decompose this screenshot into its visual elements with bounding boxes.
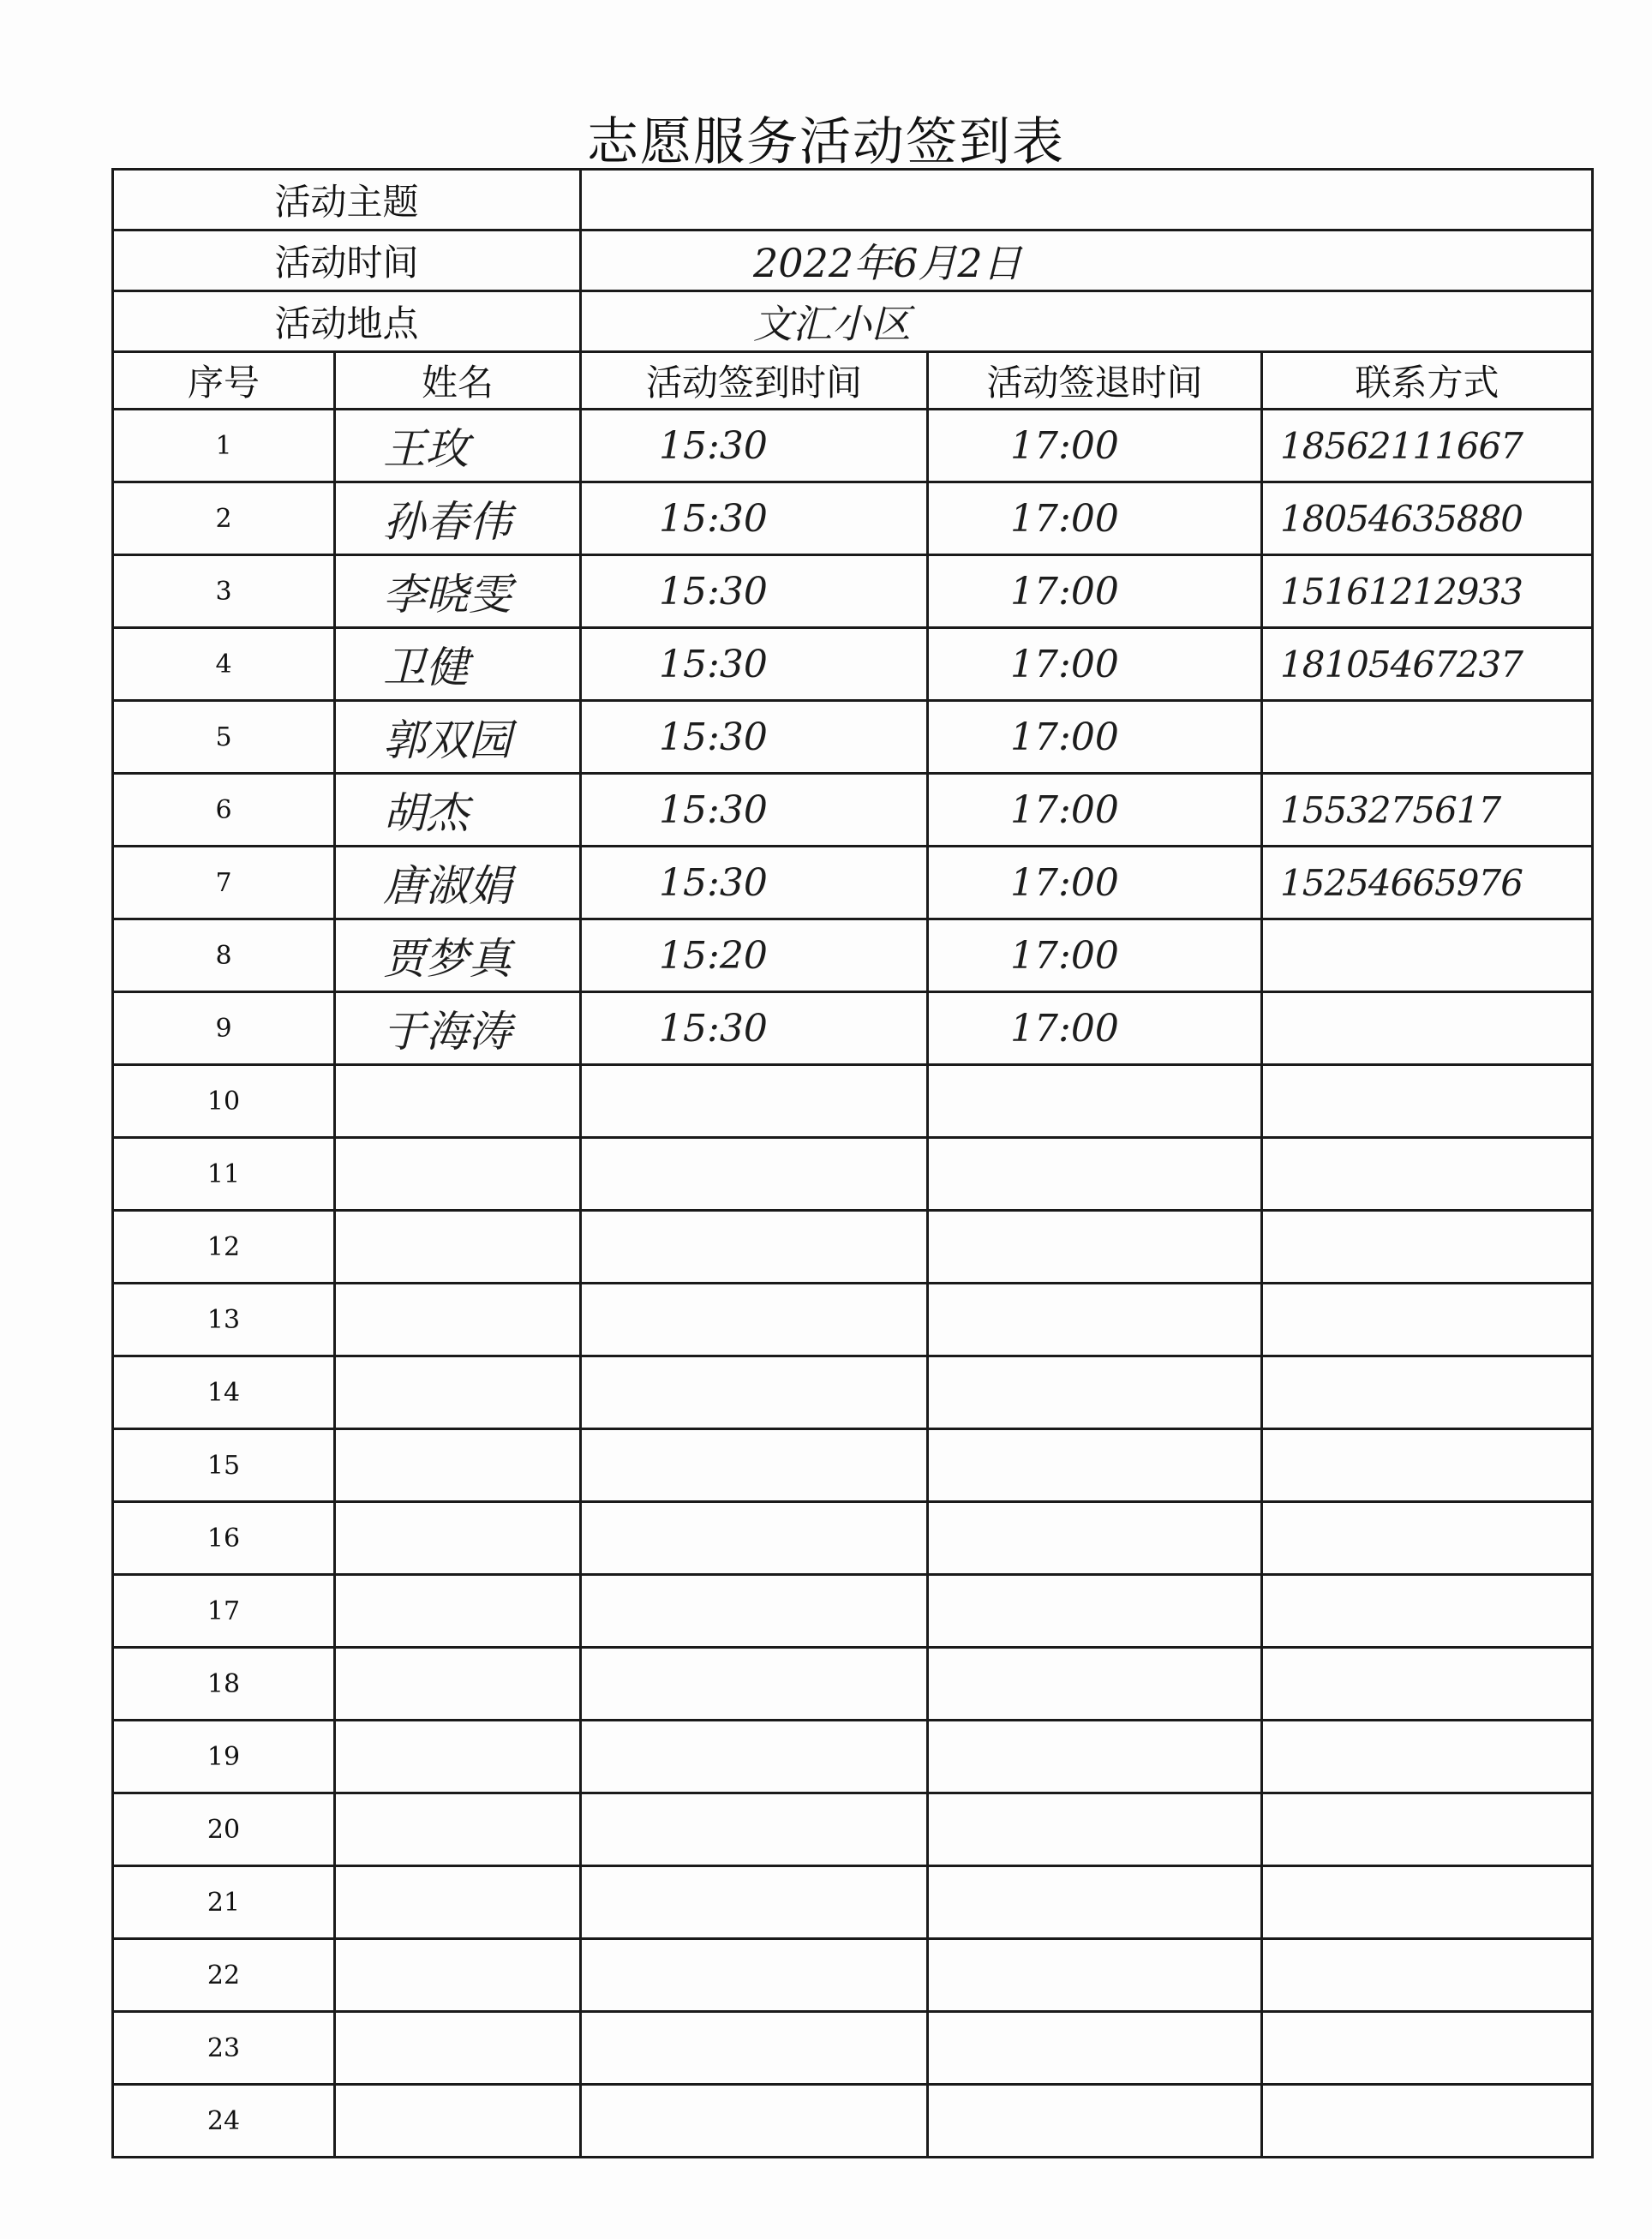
row-signin-time xyxy=(581,1356,928,1429)
table-row xyxy=(113,774,1593,847)
row-signout-time: 17:00 xyxy=(928,774,1262,847)
table-row xyxy=(113,1793,1593,1866)
row-signout-time xyxy=(928,2085,1262,2158)
row-contact xyxy=(1262,1575,1593,1648)
row-signout-time xyxy=(928,1211,1262,1284)
row-name xyxy=(335,2085,581,2158)
row-signout-time: 17:00 xyxy=(928,555,1262,628)
row-signin-time xyxy=(581,1429,928,1502)
row-index: 13 xyxy=(113,1284,335,1356)
row-contact xyxy=(1262,1721,1593,1793)
row-name xyxy=(335,1356,581,1429)
row-signin-time: 15:30 xyxy=(581,482,928,555)
row-signout-time xyxy=(928,1356,1262,1429)
row-index: 9 xyxy=(113,992,335,1065)
row-name xyxy=(335,1429,581,1502)
table-row xyxy=(113,1065,1593,1138)
row-signin-time xyxy=(581,2012,928,2085)
place-label: 活动地点 xyxy=(113,291,581,352)
row-name: 贾梦真 xyxy=(335,919,581,992)
row-name xyxy=(335,1065,581,1138)
row-signin-time xyxy=(581,1866,928,1939)
row-contact xyxy=(1262,1866,1593,1939)
table-row xyxy=(113,847,1593,919)
row-contact xyxy=(1262,1065,1593,1138)
row-name xyxy=(335,1502,581,1575)
row-name: 于海涛 xyxy=(335,992,581,1065)
row-name xyxy=(335,1648,581,1721)
col-header-name: 姓名 xyxy=(335,352,581,410)
table-row xyxy=(113,1866,1593,1939)
row-contact xyxy=(1262,1138,1593,1211)
row-name xyxy=(335,1575,581,1648)
row-signout-time xyxy=(928,1648,1262,1721)
row-contact xyxy=(1262,992,1593,1065)
row-name: 王玫 xyxy=(335,410,581,482)
row-index: 11 xyxy=(113,1138,335,1211)
row-index: 17 xyxy=(113,1575,335,1648)
row-index: 15 xyxy=(113,1429,335,1502)
table-row xyxy=(113,1211,1593,1284)
row-contact xyxy=(1262,1356,1593,1429)
row-name xyxy=(335,1793,581,1866)
info-row-time xyxy=(113,230,1593,291)
row-name: 李晓雯 xyxy=(335,555,581,628)
table-row xyxy=(113,1648,1593,1721)
row-signout-time xyxy=(928,1575,1262,1648)
row-signin-time: 15:30 xyxy=(581,774,928,847)
row-signout-time xyxy=(928,1138,1262,1211)
row-contact xyxy=(1262,1939,1593,2012)
row-signout-time xyxy=(928,1284,1262,1356)
row-signin-time xyxy=(581,1939,928,2012)
table-row xyxy=(113,410,1593,482)
table-row xyxy=(113,1502,1593,1575)
row-signout-time: 17:00 xyxy=(928,992,1262,1065)
row-contact xyxy=(1262,2085,1593,2158)
row-index: 8 xyxy=(113,919,335,992)
row-name: 孙春伟 xyxy=(335,482,581,555)
row-name xyxy=(335,1211,581,1284)
col-header-signout: 活动签退时间 xyxy=(928,352,1262,410)
place-value: 文汇小区 xyxy=(581,291,1593,352)
row-name: 卫健 xyxy=(335,628,581,701)
row-index: 23 xyxy=(113,2012,335,2085)
row-signin-time xyxy=(581,1211,928,1284)
row-name: 胡杰 xyxy=(335,774,581,847)
row-signout-time xyxy=(928,1793,1262,1866)
table-row xyxy=(113,555,1593,628)
row-name: 唐淑娟 xyxy=(335,847,581,919)
row-contact: 18562111667 xyxy=(1262,410,1593,482)
row-signin-time xyxy=(581,2085,928,2158)
row-name xyxy=(335,2012,581,2085)
row-contact: 1553275617 xyxy=(1262,774,1593,847)
row-contact xyxy=(1262,1502,1593,1575)
row-contact xyxy=(1262,1211,1593,1284)
row-signout-time: 17:00 xyxy=(928,628,1262,701)
column-header-row xyxy=(113,352,1593,410)
row-contact: 18054635880 xyxy=(1262,482,1593,555)
row-signout-time: 17:00 xyxy=(928,410,1262,482)
row-index: 7 xyxy=(113,847,335,919)
table-row xyxy=(113,1429,1593,1502)
row-index: 2 xyxy=(113,482,335,555)
table-row xyxy=(113,2085,1593,2158)
row-signout-time xyxy=(928,1065,1262,1138)
table-row xyxy=(113,2012,1593,2085)
row-signin-time xyxy=(581,1502,928,1575)
row-contact xyxy=(1262,1648,1593,1721)
row-contact xyxy=(1262,701,1593,774)
row-name xyxy=(335,1721,581,1793)
col-header-index: 序号 xyxy=(113,352,335,410)
row-signout-time xyxy=(928,1502,1262,1575)
row-signout-time: 17:00 xyxy=(928,482,1262,555)
row-signin-time: 15:30 xyxy=(581,555,928,628)
row-contact: 18105467237 xyxy=(1262,628,1593,701)
time-value: 2022年6月2日 xyxy=(581,230,1593,291)
row-index: 14 xyxy=(113,1356,335,1429)
row-signin-time xyxy=(581,1138,928,1211)
col-header-signin: 活动签到时间 xyxy=(581,352,928,410)
row-signout-time: 17:00 xyxy=(928,919,1262,992)
row-signin-time: 15:30 xyxy=(581,847,928,919)
row-index: 4 xyxy=(113,628,335,701)
row-signout-time: 17:00 xyxy=(928,701,1262,774)
info-row-theme xyxy=(113,170,1593,230)
row-signout-time xyxy=(928,1939,1262,2012)
row-name: 郭双园 xyxy=(335,701,581,774)
row-index: 24 xyxy=(113,2085,335,2158)
table-row xyxy=(113,1575,1593,1648)
row-index: 16 xyxy=(113,1502,335,1575)
row-contact: 15254665976 xyxy=(1262,847,1593,919)
row-signout-time xyxy=(928,1429,1262,1502)
table-row xyxy=(113,1939,1593,2012)
table-row xyxy=(113,919,1593,992)
col-header-contact: 联系方式 xyxy=(1262,352,1593,410)
row-contact xyxy=(1262,1429,1593,1502)
row-index: 22 xyxy=(113,1939,335,2012)
row-signin-time xyxy=(581,1284,928,1356)
row-signout-time: 17:00 xyxy=(928,847,1262,919)
signin-table xyxy=(111,168,1594,2158)
theme-label: 活动主题 xyxy=(113,170,581,230)
row-signin-time xyxy=(581,1721,928,1793)
row-contact xyxy=(1262,1284,1593,1356)
row-signin-time: 15:30 xyxy=(581,628,928,701)
theme-value xyxy=(581,170,1593,230)
row-index: 1 xyxy=(113,410,335,482)
table-row xyxy=(113,482,1593,555)
row-name xyxy=(335,1939,581,2012)
row-signout-time xyxy=(928,1866,1262,1939)
table-row xyxy=(113,992,1593,1065)
row-signout-time xyxy=(928,1721,1262,1793)
row-signin-time xyxy=(581,1065,928,1138)
table-row xyxy=(113,628,1593,701)
row-index: 12 xyxy=(113,1211,335,1284)
row-contact: 15161212933 xyxy=(1262,555,1593,628)
row-index: 3 xyxy=(113,555,335,628)
page-title: 志愿服务活动签到表 xyxy=(587,112,1065,172)
row-index: 5 xyxy=(113,701,335,774)
row-signin-time xyxy=(581,1648,928,1721)
row-signin-time: 15:30 xyxy=(581,701,928,774)
row-name xyxy=(335,1138,581,1211)
row-signin-time xyxy=(581,1575,928,1648)
table-row xyxy=(113,1356,1593,1429)
row-contact xyxy=(1262,1793,1593,1866)
time-label: 活动时间 xyxy=(113,230,581,291)
row-index: 20 xyxy=(113,1793,335,1866)
row-index: 10 xyxy=(113,1065,335,1138)
row-name xyxy=(335,1866,581,1939)
table-row xyxy=(113,701,1593,774)
row-signout-time xyxy=(928,2012,1262,2085)
row-name xyxy=(335,1284,581,1356)
info-row-place xyxy=(113,291,1593,352)
row-index: 6 xyxy=(113,774,335,847)
row-signin-time: 15:20 xyxy=(581,919,928,992)
table-row xyxy=(113,1721,1593,1793)
table-row xyxy=(113,1138,1593,1211)
row-contact xyxy=(1262,919,1593,992)
row-signin-time: 15:30 xyxy=(581,992,928,1065)
row-signin-time: 15:30 xyxy=(581,410,928,482)
row-index: 19 xyxy=(113,1721,335,1793)
row-contact xyxy=(1262,2012,1593,2085)
table-row xyxy=(113,1284,1593,1356)
row-index: 21 xyxy=(113,1866,335,1939)
row-index: 18 xyxy=(113,1648,335,1721)
row-signin-time xyxy=(581,1793,928,1866)
